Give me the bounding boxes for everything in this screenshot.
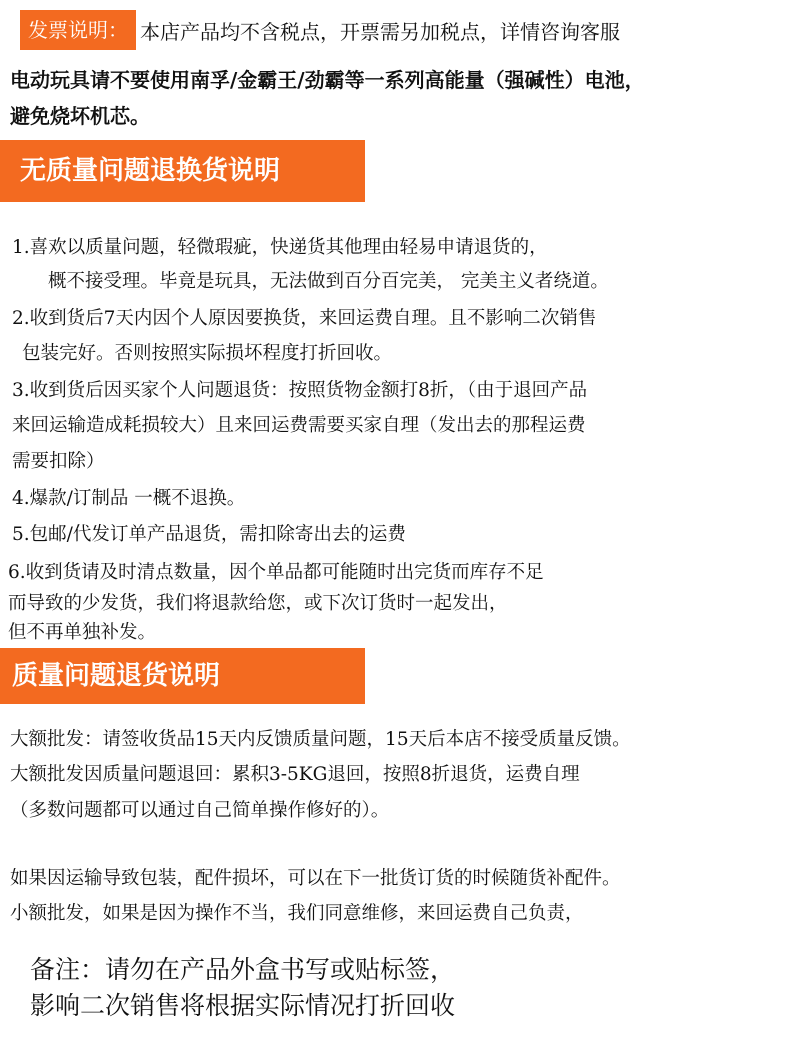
remark-line: 影响二次销售将根据实际情况打折回收 [30, 991, 456, 1020]
policy-line: 大额批发因质量问题退回：累积3-5KG退回，按照8折退货，运费自理 [10, 764, 580, 785]
remark-line: 备注：请勿在产品外盒书写或贴标签， [30, 955, 456, 984]
policy-line: 5.包邮/代发订单产品退货，需扣除寄出去的运费 [12, 524, 406, 545]
battery-warning-line: 电动玩具请不要使用南孚/金霸王/劲霸等一系列高能量（强碱性）电池， [10, 68, 645, 92]
policy-line: 小额批发，如果是因为操作不当，我们同意维修，来回运费自己负责， [10, 903, 584, 924]
policy-line: 1.喜欢以质量问题，轻微瑕疵，快递货其他理由轻易申请退货的， [12, 237, 548, 258]
policy-line: 2.收到货后7天内因个人原因要换货，来回运费自理。且不影响二次销售 [12, 308, 597, 329]
policy-line: 但不再单独补发。 [8, 622, 157, 643]
policy-line: 3.收到货后因买家个人问题退货：按照货物金额打8折，（由于退回产品 [12, 380, 588, 401]
battery-warning [10, 62, 790, 134]
policy-line: 6.收到货请及时清点数量，因个单品都可能随时出完货而库存不足 [8, 562, 544, 583]
policy-line: 大额批发：请签收货品15天内反馈质量问题，15天后本店不接受质量反馈。 [10, 729, 631, 750]
section-title-no-quality-issue: 无质量问题退换货说明 [0, 140, 365, 202]
policy-line: 来回运输造成耗损较大）且来回运费需要买家自理（发出去的那程运费 [12, 415, 586, 436]
policy-line: 需要扣除） [12, 451, 105, 472]
policy-line: 而导致的少发货，我们将退款给您，或下次订货时一起发出， [8, 593, 508, 614]
policy-line: 如果因运输导致包装，配件损坏，可以在下一批货订货的时候随货补配件。 [10, 868, 621, 889]
policy-line: 概不接受理。毕竟是玩具，无法做到百分百完美， 完美主义者绕道。 [48, 271, 609, 292]
invoice-tag: 发票说明： [20, 10, 136, 50]
invoice-text: 本店产品均不含税点，开票需另加税点，详情咨询客服 [140, 19, 620, 44]
section-title-quality-issue: 质量问题退货说明 [0, 648, 365, 704]
policy-line: 包装完好。否则按照实际损坏程度打折回收。 [22, 343, 393, 364]
policy-line: 4.爆款/订制品 一概不退换。 [12, 488, 246, 509]
invoice-notice [8, 10, 792, 50]
battery-warning-line: 避免烧坏机芯。 [10, 104, 150, 128]
policy-line: （多数问题都可以通过自己简单操作修好的）。 [10, 800, 390, 821]
